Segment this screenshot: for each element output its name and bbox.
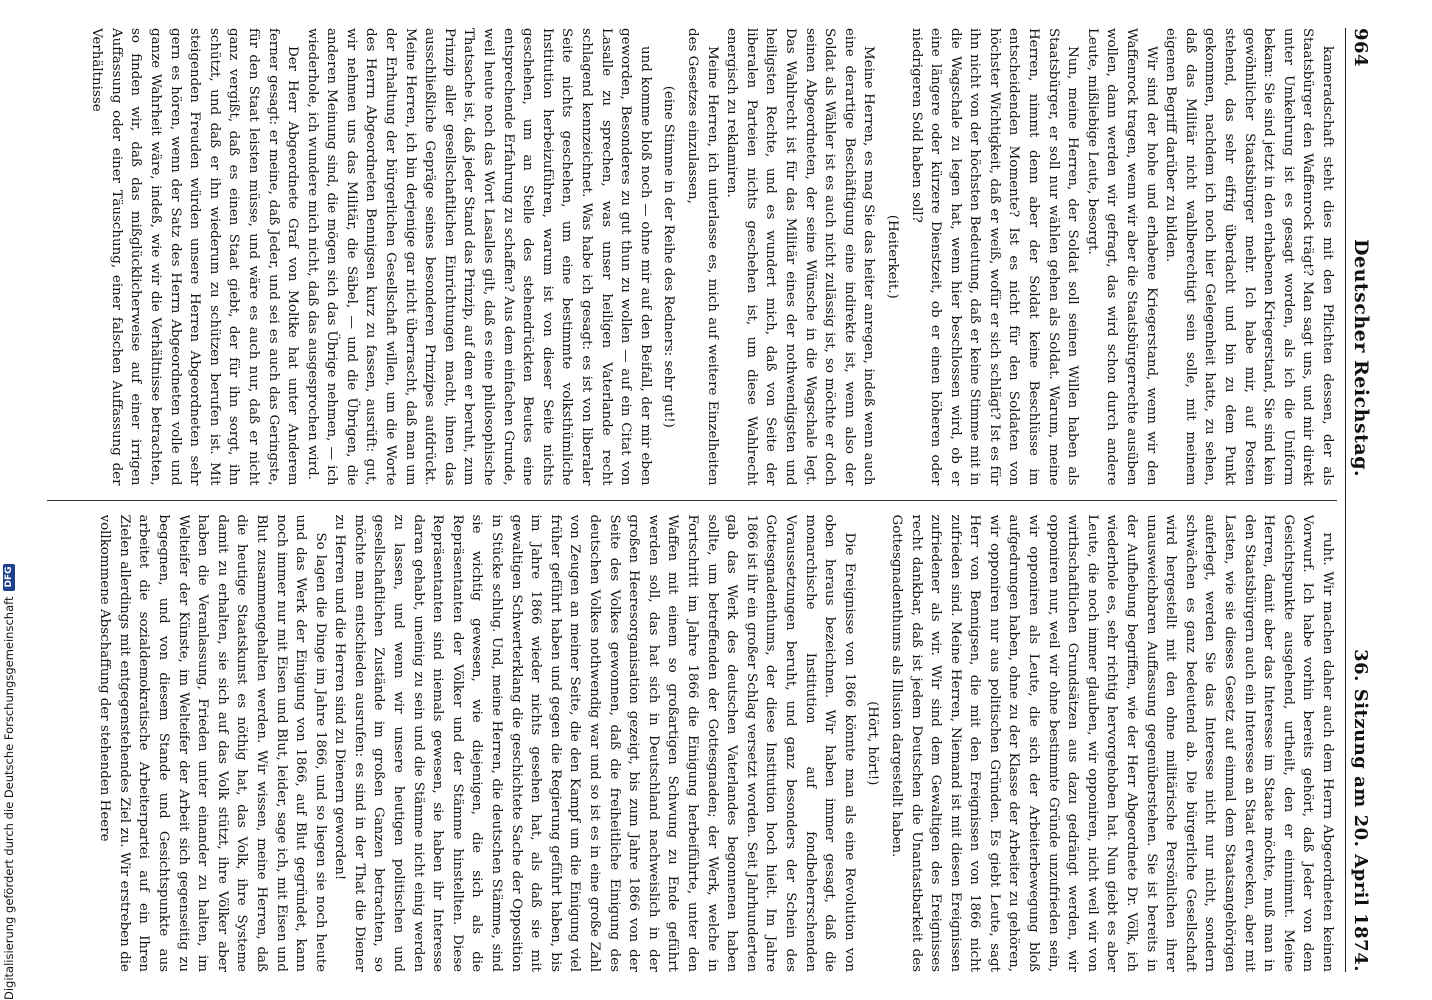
digitization-footer (0, 0, 22, 1000)
paragraph: Die Ereignisse von 1866 könnte man als eine Revolution von oben heraus bezeichnen. Wir haben immer gesagt, daß die monarchische Institution auf fondbeherrschenden Voraussetzungen beruht, und ganz besonders der Schein des Gottesgnadenthums, der diese Institution hoch hielt. Im Jahre 1866 ist ihr ein großer Schlag versetzt worden. Seit Jahrhunderten gab das Werk des deutschen Vaterlandes begonnenen haben sollte, um betreffenden der Gottesgnaden; der Werk, welche in Fortschritt im Jahre 1866 die Einigung herbeiführte, unter den Waffen mit einem so großartigen Schwung zu Ende geführt werden soll, das hat sich in Deutschland nachweislich in der großen Heeresorganisation gezeigt, bis zum Jahre 1866 von der Seite des Volkes gewonnen, daß die freiheitliche Einigung des deutschen Volkes nothwendig war und so ist es in eine große Zahl von Zeugen an meiner Seite, die den Kampf um die Einigung viel früher geführt haben und gegen die Regierung geführt haben, bis im Jahre 1866 wieder nichts gesehen hat, als daß sie mit gewaltigen Schwerterklang die geschichtete Sache der Opposition in Stücke schlug. Und, meine Herren, die deutschen Stämme, sind sie wichtig gewesen, wie diejenigen, die sich als die Repräsentanten der Völker und der Stämme hinstellten. Diese Repräsentanten sind niemals gewesen, sie haben ihr Interesse daran gehabt, uneinig zu sein und die Stämme nicht einig werden zu lassen, und wenn wir unsere heutigen politischen und gesellschaftlichen Zustände im großen Ganzen betrachten, so möchte man entschieden ausrufen: es sind in der That die Diener zu Herren und die Herren sind zu Dienern geworden! (332, 514, 857, 972)
paragraph: ruht. Wir machen daher auch dem Herrn Abgeordneten keinen Vorwurf. Ich habe vorhin bereits gehört, daß Jeder von dem Gesichtspunkte ausgehend, urtheilt, den er einnimmt. Meine Herren, damit aber das Interesse im Staate möchte, muß man in den Staatsbürgern auch ein Interesse an Staat erwecken, aber mit Lasten, wie sie dieses Gesetz auf einmal dem Staatsangehörigen auferlegt, werden Sie das Interesse nicht nur nicht, sondern schwächen es ganz bedeutend ab. Die bürgerliche Gesellschaft wird hergestellt mit den ohne militärische Persönlichen ihrer unausweichbaren Auffassung gegenüberstehen. Sie ist bereits in der Aufhebung begriffen, wie der Herr Abgeordnete Dr. Völk, ich wiederhole es, sehr richtig hervorgehoben hat. Nun giebt es aber Leute, die noch immer glauben, wir opponiren, nicht weil wir von wirthschaftlichen Grundsätzen aus dazu gedrängt werden, wir opponiren nur, weil wir ohne bestimmte Gründe unzufrieden sein, wir opponiren als Leute, die sich der Arbeiterbewegung bloß aufgedrungen haben, ohne zu der Klasse der Arbeiter zu gehören, wir opponiren nur aus politischen Gründen. Es giebt Leute, sagt Herr von Bennigsen, die mit den Ereignissen von 1866 nicht zufrieden sind. Meine Herren, Niemand ist mit diesen Ereignissen zufriedener als wir. Wir sind dem Gewaltigen des Ereignisses recht dankbar, daß ist jedem Deutschen die Unantastbarkeit des Gottesgnadenthums als Illusion dargestellt haben. (888, 514, 1335, 972)
page-number: 964 (1350, 28, 1371, 68)
digitization-credit: Digitalisierung gefördert durch die Deutsche Forschungsgemeinschaft (2, 596, 16, 1000)
paragraph: Wir sind der hohe und erhabene Kriegerstand, wenn wir den Waffenrock tragen, wenn wir aber die Staatsbürgerrechte ausüben wollen, dann werden wir gefragt, das wird schon durch andere Leute, mißliebige Leute, besorgt. (1084, 28, 1159, 486)
page-header (1345, 28, 1372, 972)
paragraph: kameradschaft steht dies mit den Pflichten dessen, der als Staatsbürger den Waffenrock trägt? Man sagt uns, und mir direkt unter Umkehrung ist es gesagt worden, als ich die Uniform bekam: Sie sind jetzt in den erhabenen Kriegerstand, Sie sind kein gewöhnlicher Staatsbürger mehr. Ich habe mir, auf Posten stehend, das sehr eifrig überdacht und bin zu dem Punkt gekommen, nachdem ich noch hier Gelegenheit hatte, zu sehen, daß das Militär nicht wahlberechtigt sein solle, mit meinem eigenen Begriff darüber zu bilden. (1163, 28, 1335, 486)
paragraph: Meine Herren, es mag Sie das heiter anregen, indeß wenn auch eine derartige Beschäftigung eine indirekte ist, wenn also der Soldat als Wähler ist es auch nicht zulässig ist, so möchte er doch seinen Abgeordneten, der seine Wünsche in die Wagschale legt. Das Wahlrecht ist für das Militär eines der nothwendigsten und heiligsten Rechte, und es wundert mich, daß von Seite der liberalen Parteien nichts geschehen ist, um diese Wahlrecht energisch zu reklamiren. (724, 28, 877, 486)
column-divider (47, 500, 1337, 501)
paragraph: Der Herr Abgeordnete Graf von Moltke hat unter Anderem ferner gesagt: er meine, daß Jeder, und sei es auch das Geringste, für den Staat leisten müsse, und wäre es auch nur, daß er nicht ganz vergißt, daß es einen Staat giebt, der für ihn sorgt, ihn schützt, und daß er ihn wiederum zu schützen berufen ist. Mit steigenden Freuden würden unsere Herren Abgeordneten sehr gern es hören, wenn der Satz des Herrn Abgeordneten volle und ganze Wahrheit wäre, indeß, wie wir die Verhältnisse betrachten, so finden wir, daß das mißglücklicherweise auf einer irrigen Auffassung oder einer Täuschung, einer falschen Auffassung der Verhältnisse (89, 28, 301, 486)
interjection: (Hört, hört!) (865, 701, 881, 786)
text-columns (47, 28, 1337, 972)
paragraph: und komme bloß noch — ohne mir auf den Beifall, der mir eben geworden, Besonderes zu gut thun zu wollen — auf ein Citat von Lasalle zu sprechen, was unser heiligen Vaterlande recht schlagend kennzeichnet. Was habe ich gesagt: es ist von liberaler Seite nichts geschehen, um eine bestimmte volksthümliche Institution herbeizuführen, warum ist von dieser Seite nichts geschehen, um an Stelle des stehendrückten Beutes eine entsprechende Erfahrung zu schaffen? Aus dem einfachen Grunde, weil heute noch das Wort Lasalles gilt, daß es eine philosophische Thatsache ist, daß jeder Stand das Prinzip, auf dem er beruht, zum Prinzip aller gesellschaftlichen Einrichtungen macht, ihnen das ausschließliche Gepräge seines besonderen Prinzipes aufdrückt. Meine Herren, ich bin derjenige gar nicht überrascht, daß man um der Erhaltung der bürgerlichen Gesellschaft willen, um die Worte des Herrn Abgeordneten Bennigsen kurz zu fassen, ausrüft: gut, wir nehmen uns das Militär, die Säbel, — und die Übrigen, die anderen Meinung sind, die mögen sich das Übrige nehmen, — ich wiederhole, ich wundere mich nicht, daß das ausgesprochen wird. (304, 28, 653, 486)
dfg-logo-icon: DFG (3, 564, 15, 591)
session-date: 36. Sitzung am 20. April 1874. (1350, 649, 1371, 972)
left-column (47, 28, 1337, 486)
paragraph: So lagen die Dinge im Jahre 1866, und so liegen sie noch heute und das Werk der Einigung von 1866, auf Blut gegründet, kann noch immer nur mit Eisen und Blut, leider, sage ich, mit Eisen und Blut zusammengehalten werden. Wir wissen, meine Herren, daß die heutige Staatskunst es nöthig hat, das Volk, ihre Systeme damit zu erhalten, sie sich auf das Volk stützt, ihre Völker aber haben die Veranlassung, Frieden unter einander zu halten, im Welteifer der Künste, im Welteifer der Arbeit sich gegenseitig zu begegnen, und von diesem Stande und Gesichtspunkte aus arbeitet die sozialdemokratische Arbeiterpartei auf ein Ihren Zielen allerdings mit entgegenstehendes Ziel zu. Wir erstreben die vollkommene Abschaffung der stehenden Heere (97, 514, 328, 972)
right-column (47, 515, 1337, 973)
publication-title: Deutscher Reichstag. (1350, 239, 1372, 478)
interjection: (Heiterkeit.) (884, 214, 900, 299)
paragraph: Meine Herren, ich unterlasse es, mich auf weitere Einzelheiten des Gesetzes einzulassen, (685, 28, 720, 486)
interjection: (eine Stimme in der Reihe des Redners: sehr gut!) (661, 85, 677, 428)
paragraph: Nun, meine Herren, der Soldat soll seinen Willen haben als Staatsbürger, er soll nur wählen gehen als Soldat. Warum, meine Herren, nimmt denn aber der Soldat keine Beschlüsse im entscheidenden Momente? Ist es nicht für den Soldaten von höchster Wichtigkeit, daß er weiß, wofür er sich schlägt? Ist es für ihn nicht von der höchsten Bedeutung, daß er keine Stimme mit in die Wagschale zu legen hat, wenn hier beschlossen wird, ob er eine längere oder kürzere Dienstzeit, ob er einen höheren oder niedrigeren Sold haben soll? (908, 28, 1081, 486)
